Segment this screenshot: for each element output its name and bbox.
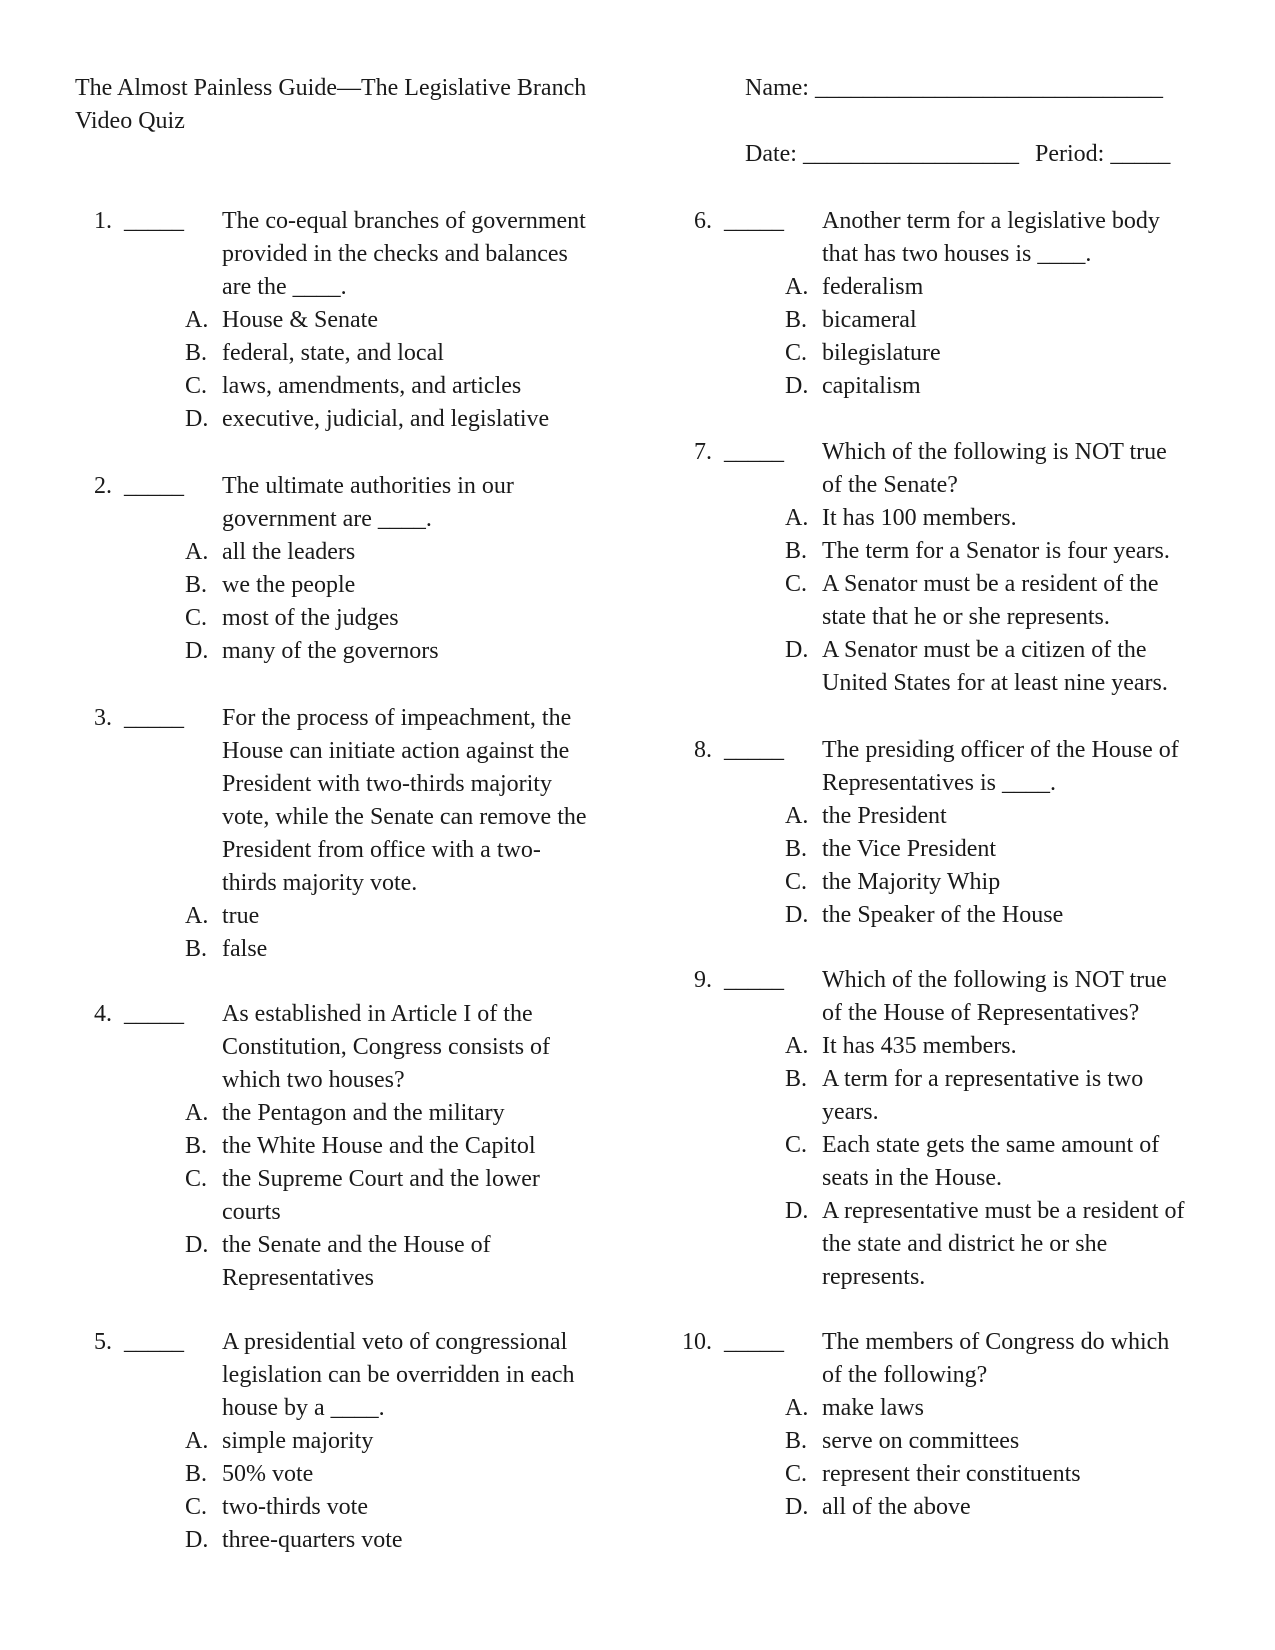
option-letter: D. <box>785 902 809 928</box>
option-text: bicameral <box>822 307 917 333</box>
option-c <box>672 1458 1192 1491</box>
option-letter: D. <box>785 373 809 399</box>
option-letter: D. <box>185 638 209 664</box>
answer-blank: _____ <box>724 737 784 763</box>
title-line: The Almost Painless Guide—The Legislative Branch <box>75 75 587 101</box>
option-text: The term for a Senator is four years. <box>822 538 1170 564</box>
question-number: 8. <box>694 737 712 763</box>
option-letter: B. <box>785 836 808 862</box>
question-7 <box>672 436 1192 700</box>
option-letter: A. <box>185 1100 209 1126</box>
question-stem <box>672 734 1207 800</box>
date-field: Date: __________________ <box>745 141 1019 167</box>
option-c <box>72 1163 592 1229</box>
question-text: For the process of impeachment, the House can initiate action against the President with two-thirds majority vote, while the Senate can remove the President from office with a two-thirds majority vote. <box>222 705 587 896</box>
option-d <box>672 1195 1192 1294</box>
option-text: serve on committees <box>822 1428 1020 1454</box>
option-b <box>672 535 1192 568</box>
option-letter: B. <box>185 1133 208 1159</box>
option-text: false <box>222 936 268 962</box>
option-a <box>72 1425 592 1458</box>
option-d <box>672 1491 1192 1524</box>
question-3 <box>72 702 592 966</box>
option-d <box>72 1229 592 1295</box>
question-stem <box>72 470 592 536</box>
option-c <box>672 866 1207 899</box>
question-number: 2. <box>94 473 112 499</box>
option-d <box>72 635 592 668</box>
option-a <box>72 900 592 933</box>
option-text: the Supreme Court and the lower courts <box>222 1166 540 1225</box>
question-number: 4. <box>94 1001 112 1027</box>
option-text: It has 100 members. <box>822 505 1017 531</box>
option-text: laws, amendments, and articles <box>222 373 522 399</box>
option-text: federalism <box>822 274 924 300</box>
option-letter: A. <box>785 1395 809 1421</box>
question-text: The ultimate authorities in our government are ____. <box>222 473 514 532</box>
answer-blank: _____ <box>124 1001 184 1027</box>
option-c <box>72 602 592 635</box>
option-letter: A. <box>185 1428 209 1454</box>
question-2 <box>72 470 592 668</box>
answer-blank: _____ <box>124 208 184 234</box>
option-text: the Vice President <box>822 836 997 862</box>
question-number: 3. <box>94 705 112 731</box>
answer-blank: _____ <box>724 439 784 465</box>
period-field: Period: _____ <box>1034 141 1171 167</box>
option-a <box>72 304 592 337</box>
option-letter: A. <box>785 803 809 829</box>
date-period-row <box>745 138 1195 171</box>
option-list <box>672 502 1192 700</box>
question-5 <box>72 1326 592 1557</box>
option-b <box>672 1063 1192 1129</box>
option-letter: B. <box>185 1461 208 1487</box>
option-letter: D. <box>185 1232 209 1258</box>
option-letter: D. <box>785 637 809 663</box>
option-letter: D. <box>185 1527 209 1553</box>
question-text: A presidential veto of congressional legislation can be overridden in each house by a ____. <box>222 1329 575 1421</box>
question-stem <box>72 1326 592 1425</box>
option-text: we the people <box>222 572 356 598</box>
option-text: A Senator must be a citizen of the United States for at least nine years. <box>822 637 1168 696</box>
option-text: A representative must be a resident of the state and district he or she represents. <box>822 1198 1185 1290</box>
option-letter: B. <box>785 1066 808 1092</box>
option-text: bilegislature <box>822 340 941 366</box>
question-number: 6. <box>694 208 712 234</box>
answer-blank: _____ <box>724 967 784 993</box>
question-stem <box>672 436 1192 502</box>
option-letter: C. <box>785 340 808 366</box>
option-letter: A. <box>785 1033 809 1059</box>
option-letter: D. <box>185 406 209 432</box>
option-a <box>672 502 1192 535</box>
option-text: true <box>222 903 260 929</box>
option-text: House & Senate <box>222 307 378 333</box>
option-letter: A. <box>185 539 209 565</box>
answer-blank: _____ <box>724 208 784 234</box>
question-stem <box>672 1326 1192 1392</box>
option-a <box>672 1030 1192 1063</box>
option-letter: A. <box>785 505 809 531</box>
option-text: make laws <box>822 1395 924 1421</box>
question-number: 10. <box>682 1329 712 1355</box>
student-info <box>745 72 1195 171</box>
question-8 <box>672 734 1207 932</box>
option-b <box>672 1425 1192 1458</box>
answer-blank: _____ <box>724 1329 784 1355</box>
option-list <box>72 1097 592 1295</box>
option-letter: D. <box>785 1494 809 1520</box>
question-text: As established in Article I of the Constitution, Congress consists of which two houses? <box>222 1001 551 1093</box>
option-d <box>72 1524 592 1557</box>
question-text: The members of Congress do which of the following? <box>822 1329 1170 1388</box>
option-a <box>672 1392 1192 1425</box>
option-text: the Majority Whip <box>822 869 1001 895</box>
option-c <box>672 337 1192 370</box>
name-field: Name: _____________________________ <box>745 75 1163 101</box>
option-text: the President <box>822 803 947 829</box>
option-letter: D. <box>785 1198 809 1224</box>
option-c <box>72 1491 592 1524</box>
question-stem <box>72 205 592 304</box>
option-text: represent their constituents <box>822 1461 1081 1487</box>
question-text: The presiding officer of the House of Representatives is ____. <box>822 737 1179 796</box>
option-letter: C. <box>785 1461 808 1487</box>
option-a <box>672 800 1207 833</box>
option-list <box>672 1030 1192 1294</box>
question-stem <box>672 964 1192 1030</box>
question-number: 1. <box>94 208 112 234</box>
option-a <box>72 1097 592 1130</box>
option-b <box>72 1130 592 1163</box>
option-text: the Speaker of the House <box>822 902 1064 928</box>
question-text: The co-equal branches of government provided in the checks and balances are the ____. <box>222 208 586 300</box>
option-d <box>672 899 1207 932</box>
option-letter: C. <box>185 605 208 631</box>
option-b <box>672 304 1192 337</box>
option-b <box>72 337 592 370</box>
option-text: It has 435 members. <box>822 1033 1017 1059</box>
option-b <box>72 569 592 602</box>
option-text: 50% vote <box>222 1461 314 1487</box>
option-letter: A. <box>185 307 209 333</box>
question-1 <box>72 205 592 436</box>
option-text: all of the above <box>822 1494 971 1520</box>
option-c <box>72 370 592 403</box>
option-letter: B. <box>785 1428 808 1454</box>
document-title <box>75 72 635 138</box>
option-a <box>672 271 1192 304</box>
question-6 <box>672 205 1192 403</box>
option-list <box>72 900 592 966</box>
option-b <box>72 1458 592 1491</box>
option-list <box>672 1392 1192 1524</box>
option-text: many of the governors <box>222 638 439 664</box>
option-letter: B. <box>785 307 808 333</box>
option-text: Each state gets the same amount of seats in the House. <box>822 1132 1160 1191</box>
option-text: the White House and the Capitol <box>222 1133 536 1159</box>
option-letter: B. <box>185 936 208 962</box>
option-text: A term for a representative is two years. <box>822 1066 1144 1125</box>
question-text: Which of the following is NOT true of the House of Representatives? <box>822 967 1167 1026</box>
option-text: the Senate and the House of Representatives <box>222 1232 491 1291</box>
option-letter: C. <box>785 571 808 597</box>
option-text: most of the judges <box>222 605 399 631</box>
option-list <box>72 536 592 668</box>
option-list <box>672 271 1192 403</box>
option-letter: B. <box>185 340 208 366</box>
option-letter: C. <box>185 1166 208 1192</box>
option-text: two-thirds vote <box>222 1494 368 1520</box>
question-text: Another term for a legislative body that has two houses is ____. <box>822 208 1160 267</box>
question-text: Which of the following is NOT true of the Senate? <box>822 439 1167 498</box>
option-letter: A. <box>185 903 209 929</box>
option-a <box>72 536 592 569</box>
option-text: the Pentagon and the military <box>222 1100 505 1126</box>
answer-blank: _____ <box>124 1329 184 1355</box>
option-d <box>672 634 1192 700</box>
option-letter: C. <box>185 373 208 399</box>
option-b <box>72 933 592 966</box>
answer-blank: _____ <box>124 705 184 731</box>
option-text: all the leaders <box>222 539 356 565</box>
option-letter: C. <box>185 1494 208 1520</box>
option-letter: A. <box>785 274 809 300</box>
option-text: executive, judicial, and legislative <box>222 406 550 432</box>
option-text: federal, state, and local <box>222 340 444 366</box>
answer-blank: _____ <box>124 473 184 499</box>
option-letter: C. <box>785 869 808 895</box>
option-d <box>672 370 1192 403</box>
question-number: 9. <box>694 967 712 993</box>
option-text: three-quarters vote <box>222 1527 403 1553</box>
option-c <box>672 568 1192 634</box>
option-c <box>672 1129 1192 1195</box>
question-9 <box>672 964 1192 1294</box>
question-number: 5. <box>94 1329 112 1355</box>
question-stem <box>72 998 592 1097</box>
question-stem <box>672 205 1192 271</box>
option-list <box>72 1425 592 1557</box>
option-letter: B. <box>785 538 808 564</box>
option-text: capitalism <box>822 373 921 399</box>
question-4 <box>72 998 592 1295</box>
question-stem <box>72 702 592 900</box>
option-list <box>672 800 1207 932</box>
question-number: 7. <box>694 439 712 465</box>
question-10 <box>672 1326 1192 1524</box>
option-b <box>672 833 1207 866</box>
option-text: simple majority <box>222 1428 374 1454</box>
option-text: A Senator must be a resident of the state that he or she represents. <box>822 571 1159 630</box>
option-letter: C. <box>785 1132 808 1158</box>
option-d <box>72 403 592 436</box>
subtitle-line: Video Quiz <box>75 108 185 134</box>
option-list <box>72 304 592 436</box>
option-letter: B. <box>185 572 208 598</box>
